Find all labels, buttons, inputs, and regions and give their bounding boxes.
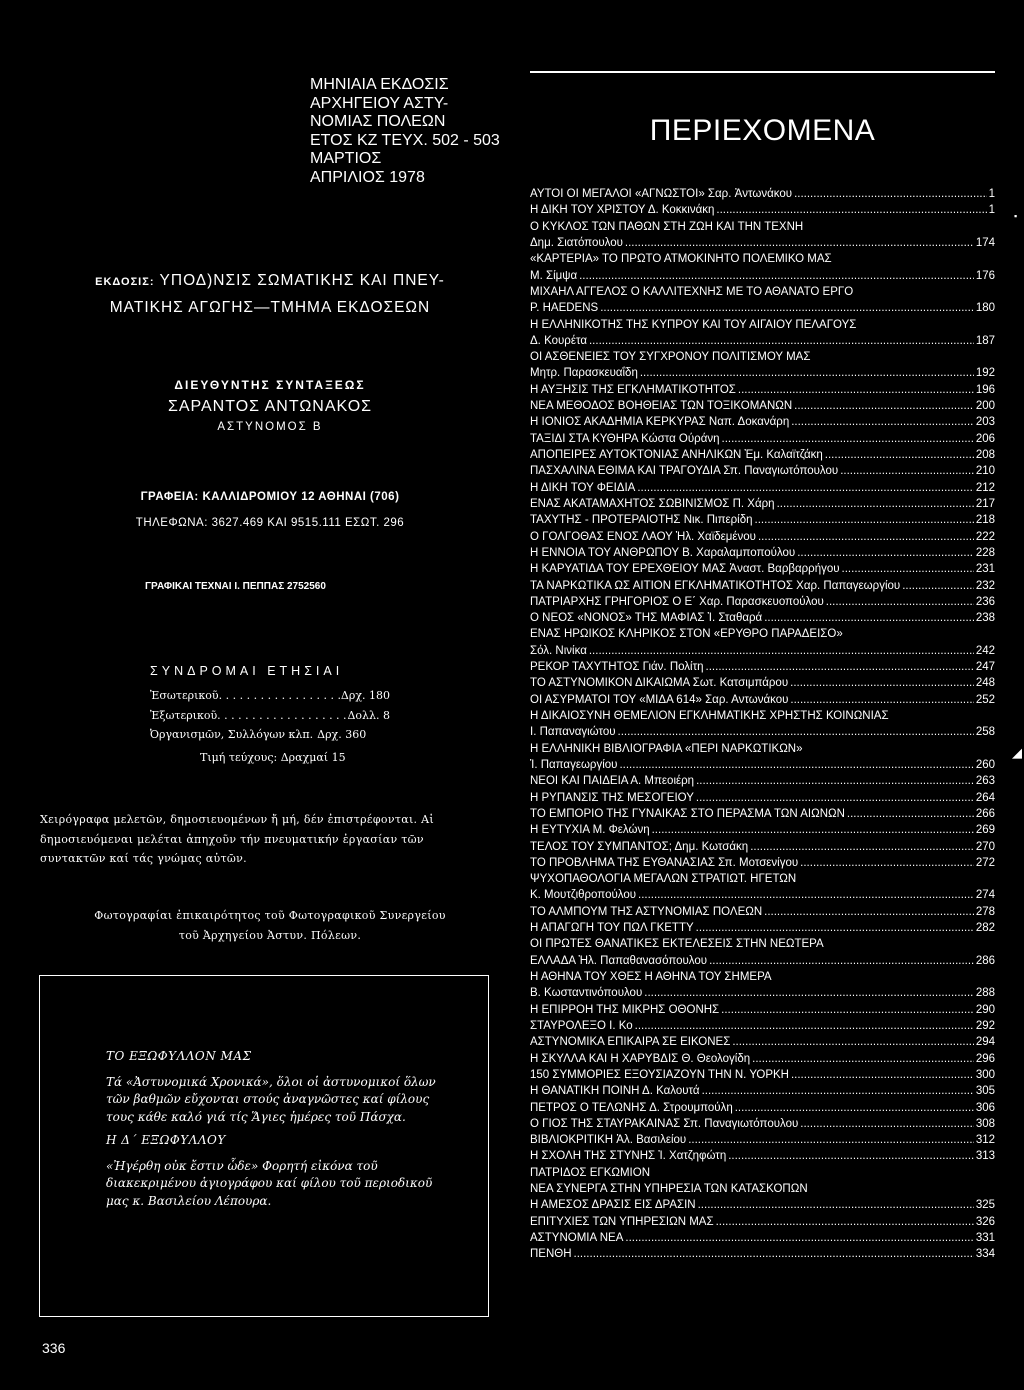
contents-entry-page: 258	[975, 726, 995, 739]
contents-entry	[530, 235, 995, 251]
contents-entry-title: ΠΕΝΘΗ	[530, 1248, 572, 1261]
contents-entry-page: 300	[975, 1068, 995, 1081]
contents-entry-title: ΑΣΤΥΝΟΜΙΚΑ ΕΠΙΚΑΙΡΑ ΣΕ ΕΙΚΟΝΕΣ	[530, 1036, 731, 1049]
contents-entry-page: 236	[975, 595, 995, 608]
contents-entry	[530, 202, 995, 218]
contents-entry-title: Μ. Σίμψα	[530, 269, 578, 282]
contents-entry-page: 192	[975, 367, 995, 380]
dot-leader	[800, 855, 974, 871]
dot-leader	[797, 545, 974, 561]
contents-entry	[530, 985, 995, 1001]
dot-leader	[842, 561, 974, 577]
contents-entry	[530, 806, 995, 822]
contents-entry	[530, 284, 995, 300]
dot-leader	[777, 496, 974, 512]
contents-entry-page: 232	[975, 579, 995, 592]
contents-entry	[530, 1181, 995, 1197]
contents-entry-title: ΟΙ ΑΣΥΡΜΑΤΟΙ ΤΟΥ «ΜΙΔΑ 614» Σαρ. Αντωνάκου	[530, 693, 789, 706]
contents-entry-page: 248	[975, 677, 995, 690]
subscription-amount: Δρχ. 180	[340, 689, 390, 702]
contents-entry-title: Η ΣΚΥΛΛΑ ΚΑΙ Η ΧΑΡΥΒΔΙΣ Θ. Θεολογίδη	[530, 1052, 751, 1065]
contents-entry-page: 266	[975, 807, 995, 820]
contents-entry	[530, 887, 995, 903]
contents-entry	[530, 1083, 995, 1099]
subscriptions-title: ΣΥΝΔΡΟΜΑΙ ΕΤΗΣΙΑΙ	[150, 664, 344, 678]
dot-leader	[625, 235, 974, 251]
masthead-line: ΕΤΟΣ ΚΖ ΤΕΥΧ. 502 - 503	[310, 131, 500, 149]
contents-entry-title: ΠΑΤΡΙΑΡΧΗΣ ΓΡΗΓΟΡΙΟΣ Ο Ε΄ Χαρ. Παρασκευοπούλου	[530, 595, 824, 608]
contents-entry	[530, 610, 995, 626]
offices-address: ΓΡΑΦΕΙΑ: ΚΑΛΛΙΔΡΟΜΙΟΥ 12 ΑΘΗΝΑΙ (706)	[140, 491, 400, 503]
contents-entry	[530, 936, 995, 952]
dot-leader	[652, 822, 974, 838]
contents-entry-page: 269	[975, 824, 995, 837]
dot-leader	[698, 1197, 974, 1213]
contents-entry	[530, 1018, 995, 1034]
publisher-label: ΕΚΔΟΣΙΣ:	[95, 276, 155, 288]
contents-entry	[530, 757, 995, 773]
contents-entry-title: Ο ΓΟΛΓΟΘΑΣ ΕΝΟΣ ΛΑΟΥ Ἡλ. Χαϊδεμένου	[530, 530, 756, 543]
back-cover-text: «Ἠγέρθη οὐκ ἔστιν ὧδε» Φορητή εἰκόνα τοῦ διακεκριμένου ἁγιογράφου καί φίλου τοῦ περιοδικοῦ μας κ. Βασιλείου Λέπουρα.	[106, 1158, 433, 1208]
contents-entry-title: ΝΕΑ ΜΕΘΟΔΟΣ ΒΟΗΘΕΙΑΣ ΤΩΝ ΤΟΞΙΚΟΜΑΝΩΝ	[530, 400, 793, 413]
contents-entry-page: 312	[975, 1134, 995, 1147]
contents-entry	[530, 692, 995, 708]
contents-entry-title: Η ΚΑΡΥΑΤΙΔΑ ΤΟΥ ΕΡΕΧΘΕΙΟΥ ΜΑΣ Ἀναστ. Βαρβαρρήγου	[530, 563, 840, 576]
dot-leader	[638, 887, 974, 903]
contents-entry	[530, 382, 995, 398]
contents-entry-title: Δ. Κουρέτα	[530, 334, 587, 347]
contents-entry	[530, 659, 995, 675]
contents-entry-title: ΤΟ ΠΡΟΒΛΗΜΑ ΤΗΣ ΕΥΘΑΝΑΣΙΑΣ Σπ. Μοτσενίγου	[530, 856, 799, 869]
contents-entry-title: Η ΔΙΚΗ ΤΟΥ ΦΕΙΔΙΑ	[530, 481, 636, 494]
contents-entry-title: ΠΑΤΡΙΔΟΣ ΕΓΚΩΜΙΟΝ	[530, 1166, 650, 1179]
cover-text: Τά «Ἀστυνομικά Χρονικά», ὅλοι οἱ ἀστυνομικοί ὅλων τῶν βαθμῶν εὔχονται στούς ἀναγνῶστες καί φίλους τους κάθε καλό γιά τίς Ἅγιες ἡμέρες τοῦ Πάσχα.	[106, 1074, 436, 1124]
dot-leader	[625, 1230, 973, 1246]
contents-entry-page: 200	[975, 400, 995, 413]
dot-leader	[716, 1214, 974, 1230]
contents-entry	[530, 1067, 995, 1083]
dot-leader	[706, 659, 974, 675]
cover-description	[106, 1048, 440, 1210]
dot-leader	[791, 414, 974, 430]
photo-credit-line-1: Φωτογραφίαι ἐπικαιρότητος τοῦ Φωτογραφικοῦ Συνεργείου	[94, 909, 446, 922]
contents-entry	[530, 626, 995, 642]
subscription-amount: Δρχ. 360	[317, 728, 367, 741]
contents-entry	[530, 1214, 995, 1230]
contents-entry-title: Η ΕΛΛΗΝΙΚΗ ΒΙΒΛΙΟΓΡΑΦΙΑ «ΠΕΡΙ ΝΑΡΚΩΤΙΚΩΝ»	[530, 742, 803, 755]
dot-leader	[794, 186, 987, 202]
contents-entry-page: 174	[975, 236, 995, 249]
contents-entry	[530, 561, 995, 577]
contents-entry-title: Η ΔΙΚΑΙΟΣΥΝΗ ΘΕΜΕΛΙΟΝ ΕΓΚΛΗΜΑΤΙΚΗΣ ΧΡΗΣΤΗΣ ΚΟΙΝΩΝΙΑΣ	[530, 710, 889, 722]
contents-entry-page: 282	[975, 922, 995, 935]
top-rule	[530, 71, 995, 73]
contents-entry	[530, 300, 995, 316]
contents-entry-page: 206	[975, 432, 995, 445]
contents-entry	[530, 349, 995, 365]
issue-price: Τιμή τεύχους: Δραχμαί 15	[200, 750, 346, 764]
dot-leader	[735, 1100, 974, 1116]
contents-entry-title: ΜΙΧΑΗΛ ΑΓΓΕΛΟΣ Ο ΚΑΛΛΙΤΕΧΝΗΣ ΜΕ ΤΟ ΑΘΑΝΑΤΟ ΕΡΓΟ	[530, 285, 854, 298]
contents-entry-page: 196	[975, 383, 995, 396]
dot-leader	[902, 578, 974, 594]
subscription-label: Ἐξωτερικοῦ	[150, 708, 218, 722]
contents-entry-page: 228	[975, 546, 995, 559]
contents-entry	[530, 496, 995, 512]
masthead-line: ΑΠΡΙΛΙΟΣ 1978	[310, 168, 425, 186]
contents-entry-title: Η ΔΙΚΗ ΤΟΥ ΧΡΙΣΤΟΥ Δ. Κοκκινάκη	[530, 204, 715, 217]
contents-entry-page: 252	[975, 693, 995, 706]
contents-entry-title: «ΚΑΡΤΕΡΙΑ» ΤΟ ΠΡΩΤΟ ΑΤΜΟΚΙΝΗΤΟ ΠΟΛΕΜΙΚΟ ΜΑΣ	[530, 253, 832, 266]
contents-entry	[530, 594, 995, 610]
contents-entry-page: 1	[988, 188, 995, 200]
contents-entry-title: ΕΛΛΑΔΑ Ἡλ. Παπαθανασόπουλου	[530, 954, 708, 967]
dot-leader	[722, 431, 974, 447]
contents-entry-title: Ο ΝΕΟΣ «ΝΟΝΟΣ» ΤΗΣ ΜΑΦΙΑΣ Ἰ. Σταθαρά	[530, 612, 763, 625]
contents-entry-title: Ο ΚΥΚΛΟΣ ΤΩΝ ΠΑΘΩΝ ΣΤΗ ΖΩΗ ΚΑΙ ΤΗΝ ΤΕΧΝΗ	[530, 220, 804, 233]
dot-leader	[794, 398, 974, 414]
contents-entry	[530, 529, 995, 545]
dot-leader	[716, 202, 986, 218]
contents-entry-page: 218	[975, 514, 995, 527]
back-cover-heading: Η Δ΄ ΕΞΩΦΥΛΛΟΥ	[106, 1133, 226, 1147]
contents-entry-page: 313	[975, 1150, 995, 1163]
contents-entry-page: 264	[975, 791, 995, 804]
dot-leader	[728, 1148, 974, 1164]
subscription-label: Ἐσωτερικοῦ	[150, 689, 219, 702]
contents-entry-title: ΠΑΣΧΑΛΙΝΑ ΕΘΙΜΑ ΚΑΙ ΤΡΑΓΟΥΔΙΑ Σπ. Παναγιωτόπουλου	[530, 465, 839, 478]
editor-block	[40, 378, 500, 433]
dot-leader	[755, 512, 974, 528]
contents-entry	[530, 365, 995, 381]
dot-leader	[589, 643, 974, 659]
contents-entry	[530, 268, 995, 284]
contents-entry-page: 294	[975, 1036, 995, 1049]
contents-entry-page: 176	[975, 269, 995, 282]
contents-entry-page: 270	[975, 840, 995, 853]
contents-entry-page: 326	[975, 1215, 995, 1228]
contents-entry-title: ΟΙ ΠΡΩΤΕΣ ΘΑΝΑΤΙΚΕΣ ΕΚΤΕΛΕΣΕΙΣ ΣΤΗΝ ΝΕΩΤΕΡΑ	[530, 938, 824, 951]
contents-entry-page: 217	[975, 497, 995, 510]
contents-entry	[530, 512, 995, 528]
contents-entry	[530, 1165, 995, 1181]
contents-entry	[530, 463, 995, 479]
masthead-line: ΜΗΝΙΑΙΑ ΕΚΔΟΣΙΣ	[310, 76, 449, 93]
dot-leader	[579, 268, 974, 284]
contents-entry-page: 208	[975, 449, 995, 461]
contents-entry-title: Η ΡΥΠΑΝΣΙΣ ΤΗΣ ΜΕΣΟΓΕΙΟΥ	[530, 791, 694, 804]
contents-entry-title: Δημ. Σιατόπουλου	[530, 236, 623, 249]
contents-entry	[530, 414, 995, 430]
dot-leader	[750, 839, 974, 855]
contents-entry-page: 238	[975, 612, 995, 625]
dot-leader	[752, 1051, 974, 1067]
masthead-line: ΑΡΧΗΓΕΙΟΥ ΑΣΤΥ-	[310, 94, 449, 112]
dot-leader	[618, 724, 974, 740]
contents-entry-title: Η ΑΜΕΣΟΣ ΔΡΑΣΙΣ ΕΙΣ ΔΡΑΣΙΝ	[530, 1199, 696, 1212]
contents-entry	[530, 790, 995, 806]
contents-entry	[530, 1246, 995, 1262]
contents-entry	[530, 545, 995, 561]
contents-entry-page: 212	[975, 481, 995, 494]
dot-leader	[764, 610, 974, 626]
contents-entry-page: 325	[975, 1199, 995, 1212]
subscription-amount: Δολλ. 8	[347, 708, 390, 722]
contents-entry	[530, 855, 995, 871]
contents-entry	[530, 920, 995, 936]
dot-leader	[709, 953, 974, 969]
dot-leader	[696, 790, 974, 806]
contents-entry-title: 150 ΣΥΜΜΟΡΙΕΣ ΕΞΟΥΣΙΑΖΟΥΝ ΤΗΝ Ν. ΥΟΡΚΗ	[530, 1068, 789, 1081]
dot-leader	[738, 382, 974, 398]
contents-entry-title: Η ΕΥΤΥΧΙΑ Μ. Φελώνη	[530, 824, 650, 837]
contents-entry	[530, 431, 995, 447]
dot-leader	[732, 1034, 973, 1050]
page-number: 336	[42, 1340, 66, 1356]
contents-entry-page: 290	[975, 1003, 995, 1016]
contents-entry-title: ΑΣΤΥΝΟΜΙΑ ΝΕΑ	[530, 1232, 624, 1244]
contents-entry-title: ΤΟ ΕΜΠΟΡΙΟ ΤΗΣ ΓΥΝΑΙΚΑΣ ΣΤΟ ΠΕΡΑΣΜΑ ΤΩΝ ΑΙΩΝΩΝ	[530, 807, 845, 820]
contents-entry-title: Η ΑΥΞΗΣΙΣ ΤΗΣ ΕΓΚΛΗΜΑΤΙΚΟΤΗΤΟΣ	[530, 383, 736, 396]
offices	[40, 484, 500, 536]
dot-leader	[826, 594, 974, 610]
contents-entry-title: ΤΟ ΑΛΜΠΟΥΜ ΤΗΣ ΑΣΤΥΝΟΜΙΑΣ ΠΟΛΕΩΝ	[530, 905, 763, 918]
contents-entry-page: 247	[975, 661, 995, 674]
contents-entry-title: ΒΙΒΛΙΟΚΡΙΤΙΚΗ Ἀλ. Βασιλείου	[530, 1134, 687, 1147]
contents-entry-title: ΡΕΚΟΡ ΤΑΧΥΤΗΤΟΣ Γιάν. Πολίτη	[530, 661, 704, 674]
manuscripts-note: Χειρόγραφα μελετῶν, δημοσιευομένων ἤ μή, δέν ἐπιστρέφονται. Αἱ δημοσιευόμεναι μελέται ἀπηχοῦν τήν πνευματικήν ἐργασίαν τῶν συντακτῶν καί τάς γνώμας αὐτῶν.	[40, 813, 435, 865]
contents-entry-page: 242	[975, 644, 995, 657]
contents-entry	[530, 447, 995, 463]
contents-entry-title: Σόλ. Νινίκα	[530, 644, 587, 657]
margin-mark: ◢	[1012, 745, 1022, 760]
contents-entry-page: 210	[975, 465, 995, 478]
contents-entry	[530, 333, 995, 349]
contents-entry-page: 286	[975, 954, 995, 967]
contents-entry	[530, 1034, 995, 1050]
contents-entry-page: 1	[988, 204, 995, 217]
photo-credit-line-2: τοῦ Ἀρχηγείου Ἀστυν. Πόλεων.	[178, 928, 362, 942]
margin-mark: ▪	[1014, 211, 1018, 221]
photo-credit	[40, 906, 500, 945]
subscriptions	[150, 686, 390, 767]
contents-entry-title: ΤΟ ΑΣΤΥΝΟΜΙΚΟΝ ΔΙΚΑΙΩΜΑ Σωτ. Κατσιμπάρου	[530, 677, 789, 690]
contents-entry	[530, 773, 995, 789]
contents-entry-page: 334	[975, 1248, 995, 1261]
contents-entry	[530, 904, 995, 920]
contents-entry	[530, 1148, 995, 1164]
contents-entry-title: Η ΕΝΝΟΙΑ ΤΟΥ ΑΝΘΡΩΠΟΥ Β. Χαραλαμποπούλου	[530, 546, 796, 559]
dot-leader	[764, 904, 974, 920]
contents-entry-page: 274	[975, 889, 995, 902]
contents-entry-title: ΕΝΑΣ ΑΚΑΤΑΜΑΧΗΤΟΣ ΣΩΒΙΝΙΣΜΟΣ Π. Χάρη	[530, 497, 775, 510]
contents-entry	[530, 1197, 995, 1213]
contents-entry	[530, 871, 995, 887]
editor-name: ΣΑΡΑΝΤΟΣ ΑΝΤΩΝΑΚΟΣ	[167, 398, 373, 415]
offices-phones: ΤΗΛΕΦΩΝΑ: 3627.469 ΚΑΙ 9515.111 ΕΣΩΤ. 296	[135, 517, 405, 529]
contents-entry	[530, 741, 995, 757]
contents-entry-page: 292	[975, 1019, 995, 1032]
contents-entry-title: ΟΙ ΑΣΘΕΝΕΙΕΣ ΤΟΥ ΣΥΓΧΡΟΝΟΥ ΠΟΛΙΤΙΣΜΟΥ ΜΑΣ	[530, 351, 811, 364]
contents-entry-title: ΝΕΟΙ ΚΑΙ ΠΑΙΔΕΙΑ Α. Μπεοιέρη	[530, 775, 695, 788]
publisher	[40, 268, 500, 320]
contents-entry-title: Μητρ. Παρασκευαΐδη	[530, 367, 638, 380]
contents-entry-title: ΠΕΤΡΟΣ Ο ΤΕΛΩΝΗΣ Δ. Στρουμπούλη	[530, 1101, 733, 1114]
contents-entry	[530, 724, 995, 740]
contents-entry-title: Η ΣΧΟΛΗ ΤΗΣ ΣΤΥΝΗΣ Ἰ. Χατζηφώτη	[530, 1150, 727, 1163]
subscription-label: Ὀργανισμῶν, Συλλόγων κλπ.	[150, 728, 314, 741]
contents-entry	[530, 251, 995, 267]
contents-entry-title: Κ. Μουτζιθροπούλου	[530, 889, 637, 902]
contents-entry-page: 272	[975, 856, 995, 869]
contents-entry	[530, 1132, 995, 1148]
contents-entry-title: ΣΤΑΥΡΟΛΕΞΟ Ι. Κο	[530, 1019, 633, 1032]
contents-list	[530, 186, 995, 1263]
contents-entry	[530, 1100, 995, 1116]
dot-leader	[635, 1018, 974, 1034]
dot-leader	[825, 447, 974, 463]
contents-entry-page: 263	[975, 775, 995, 788]
contents-entry	[530, 186, 995, 202]
contents-entry-title: Η ΑΘΗΝΑ ΤΟΥ ΧΘΕΣ Η ΑΘΗΝΑ ΤΟΥ ΣΗΜΕΡΑ	[530, 971, 772, 983]
contents-entry-page: 260	[975, 758, 995, 771]
contents-entry-title: Η ΕΠΙΡΡΟΗ ΤΗΣ ΜΙΚΡΗΣ ΟΘΟΝΗΣ	[530, 1003, 720, 1016]
contents-entry-page: 306	[975, 1101, 995, 1114]
dot-leader	[790, 692, 973, 708]
contents-entry	[530, 1230, 995, 1246]
contents-entry	[530, 643, 995, 659]
dot-leader	[791, 1067, 974, 1083]
subscription-row	[150, 686, 390, 706]
subscription-row	[150, 706, 390, 726]
contents-entry-title: Ρ. HAEDENS	[530, 302, 599, 315]
dot-leader	[688, 1132, 974, 1148]
contents-entry	[530, 839, 995, 855]
contents-entry-title: ΑΠΟΠΕΙΡΕΣ ΑΥΤΟΚΤΟΝΙΑΣ ΑΝΗΛΙΚΩΝ Ἐμ. Καλαϊτζάκη	[530, 449, 823, 461]
contents-entry-page: 331	[975, 1232, 995, 1244]
contents-entry-title: ΤΑ ΝΑΡΚΩΤΙΚΑ ΩΣ ΑΙΤΙΟΝ ΕΓΚΛΗΜΑΤΙΚΟΤΗΤΟΣ Χαρ. Παπαγεωργίου	[530, 579, 901, 592]
contents-entry-page: 278	[975, 905, 995, 918]
contents-entry-page: 180	[975, 302, 995, 315]
dot-leader	[696, 920, 974, 936]
contents-entry	[530, 317, 995, 333]
contents-entry	[530, 578, 995, 594]
contents-entry-title: Η ΘΑΝΑΤΙΚΗ ΠΟΙΝΗ Δ. Καλουτά	[530, 1085, 700, 1098]
masthead	[310, 76, 520, 187]
dot-leader	[800, 1116, 974, 1132]
contents-entry	[530, 1051, 995, 1067]
contents-entry-title: Η ΙΟΝΙΟΣ ΑΚΑΔΗΜΙΑ ΚΕΡΚΥΡΑΣ Ναπ. Δοκανάρη	[530, 416, 790, 429]
contents-entry-title: Β. Κωσταντινόπουλου	[530, 987, 643, 1000]
contents-entry-title: Η ΑΠΑΓΩΓΗ ΤΟΥ ΠΩΛ ΓΚΕΤΤΥ	[530, 922, 694, 935]
dot-leader	[574, 1246, 974, 1262]
contents-entry-page: 305	[975, 1085, 995, 1098]
dot-leader	[637, 480, 973, 496]
dot-leader	[721, 1002, 974, 1018]
editor-rank: ΑΣΤΥΝΟΜΟΣ Β	[217, 421, 323, 433]
dot-leader	[696, 773, 974, 789]
contents-entry-title: ΤΑΞΙΔΙ ΣΤΑ ΚΥΘΗΡΑ Κώστα Ούράνη	[530, 432, 720, 445]
masthead-line: ΝΟΜΙΑΣ ΠΟΛΕΩΝ	[310, 113, 446, 130]
dot-leader	[790, 675, 974, 691]
contents-entry-page: 308	[975, 1117, 995, 1130]
dot-leader	[619, 757, 973, 773]
dot-leader	[589, 333, 974, 349]
contents-entry	[530, 219, 995, 235]
dot-leader	[644, 985, 974, 1001]
contents-entry-page: 203	[975, 416, 995, 429]
dot-leader	[847, 806, 974, 822]
publisher-line-2: ΜΑΤΙΚΗΣ ΑΓΩΓΗΣ—ΤΜΗΜΑ ΕΚΔΟΣΕΩΝ	[109, 299, 431, 316]
contents-entry-title: Ι. Παπαναγιώτου	[530, 726, 616, 739]
subscription-row	[150, 725, 390, 745]
contents-entry-page: 222	[975, 530, 995, 543]
contents-entry-page: 288	[975, 987, 995, 1000]
contents-title: ΠΕΡΙΕΧΟΜΕΝΑ	[649, 114, 876, 147]
contents-entry-page: 187	[975, 334, 995, 347]
contents-entry-title: ΕΠΙΤΥΧΙΕΣ ΤΩΝ ΥΠΗΡΕΣΙΩΝ ΜΑΣ	[530, 1215, 714, 1228]
contents-entry-title: ΨΥΧΟΠΑΘΟΛΟΓΙΑ ΜΕΓΑΛΩΝ ΣΤΡΑΤΙΩΤ. ΗΓΕΤΩΝ	[530, 873, 797, 886]
dot-leader	[702, 1083, 974, 1099]
contents-entry	[530, 969, 995, 985]
cover-heading: ΤΟ ΕΞΩΦΥΛΛΟΝ ΜΑΣ	[106, 1049, 252, 1063]
contents-entry	[530, 953, 995, 969]
contents-entry-title: Ο ΓΙΟΣ ΤΗΣ ΣΤΑΥΡΑΚΑΙΝΑΣ Σπ. Παναγιωτόπουλου	[530, 1117, 799, 1130]
dot-leader	[600, 300, 974, 316]
dot-leader	[758, 529, 974, 545]
contents-entry	[530, 675, 995, 691]
contents-entry	[530, 1116, 995, 1132]
contents-entry-title: ΤΕΛΟΣ ΤΟΥ ΣΥΜΠΑΝΤΟΣ; Δημ. Κωτσάκη	[530, 840, 749, 853]
masthead-line: ΜΑΡΤΙΟΣ	[310, 150, 382, 167]
contents-entry-title: ΕΝΑΣ ΗΡΩΙΚΟΣ ΚΛΗΡΙΚΟΣ ΣΤΟΝ «ΕΡΥΘΡΟ ΠΑΡΑΔΕΙΣΟ»	[530, 628, 843, 641]
contents-entry-title: Ἰ. Παπαγεωργίου	[530, 758, 618, 771]
contents-entry	[530, 822, 995, 838]
publisher-line-1: ΥΠΟΔ)ΝΣΙΣ ΣΩΜΑΤΙΚΗΣ ΚΑΙ ΠΝΕΥ-	[159, 272, 445, 289]
dot-leader	[840, 463, 974, 479]
contents-entry-page: 231	[975, 563, 995, 576]
contents-entry-title: ΤΑΧΥΤΗΣ - ΠΡΟΤΕΡΑΙΟΤΗΣ Νικ. Πιπερίδη	[530, 514, 753, 527]
contents-entry-title: ΑΥΤΟΙ ΟΙ ΜΕΓΑΛΟΙ «ΑΓΝΩΣΤΟΙ» Σαρ. Ἀντωνάκου	[530, 188, 793, 200]
dot-leader	[640, 365, 974, 381]
contents-entry-title: ΝΕΑ ΣΥΝΕΡΓΑ ΣΤΗΝ ΥΠΗΡΕΣΙΑ ΤΩΝ ΚΑΤΑΣΚΟΠΩΝ	[530, 1183, 808, 1196]
contents-entry	[530, 480, 995, 496]
editor-role: ΔΙΕΥΘΥΝΤΗΣ ΣΥΝΤΑΞΕΩΣ	[174, 378, 366, 392]
contents-entry-title: Η ΕΛΛΗΝΙΚΟΤΗΣ ΤΗΣ ΚΥΠΡΟΥ ΚΑΙ ΤΟΥ ΑΙΓΑΙΟΥ ΠΕΛΑΓΟΥΣ	[530, 318, 857, 331]
printer: ΓΡΑΦΙΚΑΙ ΤΕΧΝΑΙ Ι. ΠΕΠΠΑΣ 2752560	[145, 581, 326, 592]
contents-entry	[530, 1002, 995, 1018]
contents-entry-page: 296	[975, 1052, 995, 1065]
contents-entry	[530, 398, 995, 414]
contents-entry	[530, 708, 995, 724]
